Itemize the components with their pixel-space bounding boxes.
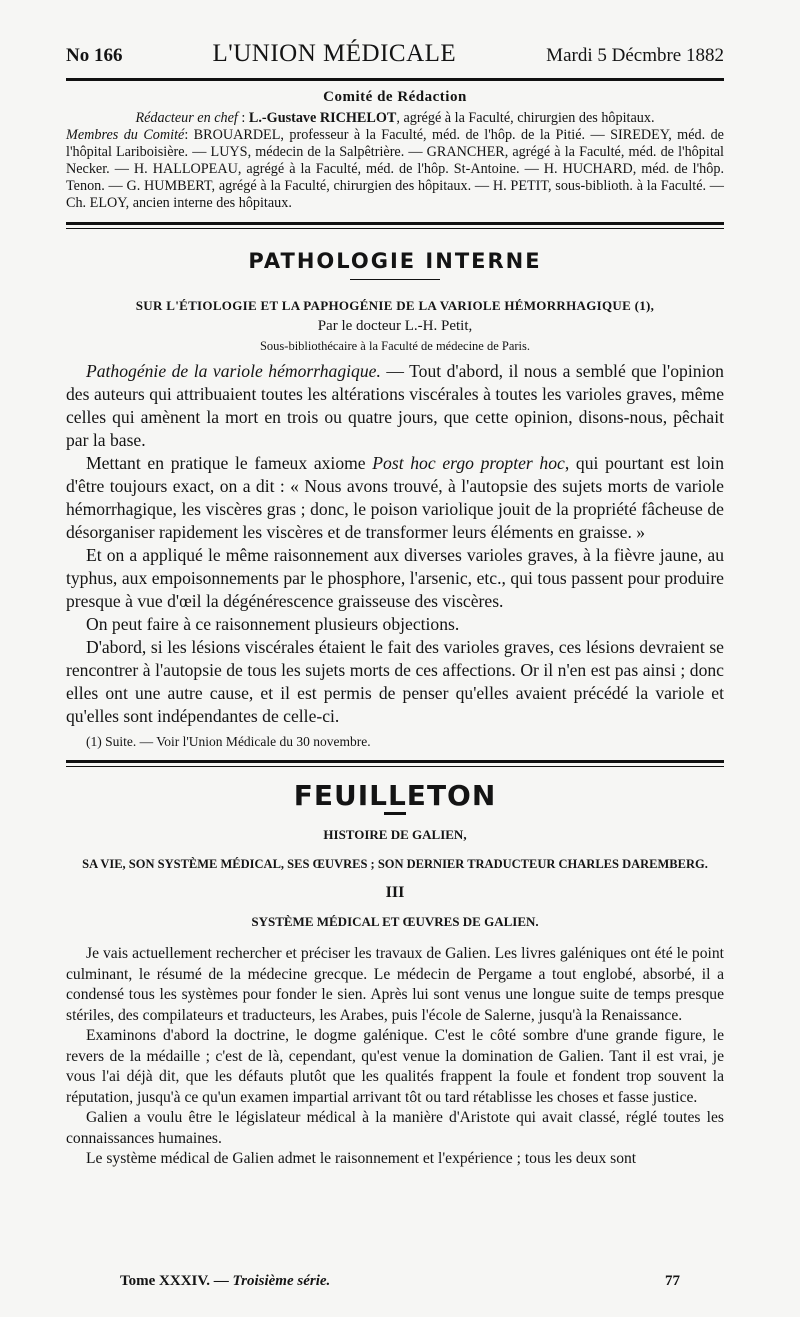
page-number: 77: [665, 1273, 680, 1289]
paragraph: [66, 452, 724, 544]
title-underline: [350, 279, 440, 280]
feuilleton-rule: [66, 760, 724, 767]
paragraph-text: Mettant en pratique le fameux axiome: [86, 453, 373, 473]
paragraph: D'abord, si les lésions viscérales étaient le fait des varioles graves, ces lésions devraient se rencontrer à l'autopsie de tous les sujets morts de ces affections. Or il n'en est pas ainsi ; donc elles ont une autre cause, et il est permis de penser qu'elles avaient précédé la variole et qu'elles sont indépendantes de celle-ci.: [66, 637, 724, 726]
article-body: [66, 360, 724, 728]
paragraph-lead: Pathogénie de la variole hémorrhagique.: [86, 361, 381, 381]
redacteur-name: L.-Gustave RICHELOT: [248, 110, 397, 126]
volume-info: [120, 1273, 330, 1290]
members-line: [66, 127, 724, 212]
comite-block: [66, 110, 724, 212]
section-rule: [66, 222, 724, 229]
tome: Tome XXXIV. —: [120, 1273, 229, 1289]
chapter-number: III: [385, 884, 405, 901]
masthead: [66, 40, 724, 74]
paragraph: [66, 360, 724, 452]
redacteur-line: Rédacteur en chef : L.-Gustave RICHELOT, agrégé à la Faculté, chirurgien des hôpitaux.: [135, 110, 655, 126]
redacteur-label: Rédacteur en chef: [135, 110, 238, 126]
paragraph: Examinons d'abord la doctrine, le dogme galénique. C'est le côté sombre d'une grande figure, le revers de la médaille ; c'est de là, cependant, qu'est venue la domination de Galien. Tant il est vrai, je vous l'ai déjà dit, que les défauts plutôt que les qualités frappent la foule et fondent trop souvent la réputation, jusqu'à ce qu'un examen impartial arrivant tôt ou tard rétablisse les choses et fasse justice.: [66, 1027, 724, 1106]
issue-date: Mardi 5 Décmbre 1882: [546, 45, 724, 66]
series: Troisième série.: [232, 1273, 331, 1289]
feuilleton-dash: [384, 812, 406, 815]
footnote: (1) Suite. — Voir l'Union Médicale du 30 novembre.: [86, 734, 371, 749]
latin-axiom: Post hoc ergo propter hoc: [372, 453, 565, 473]
feuilleton-subtitle-2: SA VIE, SON SYSTÈME MÉDICAL, SES ŒUVRES ; SON DERNIER TRADUCTEUR CHARLES DAREMBERG.: [82, 857, 708, 871]
paragraph: Et on a appliqué le même raisonnement aux diverses varioles graves, à la fièvre jaune, au typhus, aux empoisonnements par le phosphore, l'arsenic, etc., qui tous passent pour produire presque à vue d'œil la dégénérescence graisseuse des viscères.: [66, 545, 724, 611]
feuilleton-body: [66, 944, 724, 1170]
issue-number: No 166: [66, 45, 123, 66]
journal-title: L'UNION MÉDICALE: [212, 40, 457, 67]
paragraph-text: , qui pourtant est loin d'être toujours exact, on a dit : « Nous avons trouvé, à l'autopsie des sujets morts de variole hémorrhagique, les viscères gras ; donc, le poison variolique jouit de la propriété fâcheuse de désorganiser rapidement les viscères et de transformer leurs éléments en graisse. »: [66, 453, 724, 542]
paragraph: Je vais actuellement rechercher et préciser les travaux de Galien. Les livres galéniques ont été le point culminant, le résumé de la médecine grecque. Le médecin de Pergame a tout englobé, absorbé, il a condensé tous les systèmes pour fonder le sien. Après lui sont venus une longue suite de temps presque stériles, des compilateurs et traducteurs, les Arabes, puis l'école de Salerne, jusqu'à la Renaissance.: [66, 945, 724, 1024]
page-footer: [120, 1273, 680, 1290]
affiliation: Sous-bibliothécaire à la Faculté de médecine de Paris.: [259, 339, 531, 353]
members-text: : BROUARDEL, professeur à la Faculté, méd. de l'hôp. de la Pitié. — SIREDEY, méd. de l'hôpital Lariboisière. — LUYS, médecin de la Salpêtrière. — GRANCHER, agrégé à la Faculté, méd. de l'hôpital Necker. — H. HALLOPEAU, agrégé à la Faculté, méd. de l'hôp. St-Antoine. — H. HUCHARD, méd. de l'hôp. Tenon. — G. HUMBERT, agrégé à la Faculté, chirurgien des hôpitaux. — H. PETIT, sous-biblioth. à la Faculté. — Ch. ELOY, ancien interne des hôpitaux.: [66, 127, 724, 211]
byline: Par le docteur L.-H. Petit,: [317, 318, 473, 334]
comite-title: Comité de Rédaction: [323, 89, 467, 105]
feuilleton-subtitle: HISTOIRE DE GALIEN,: [323, 827, 467, 842]
paragraph: On peut faire à ce raisonnement plusieurs objections.: [86, 614, 460, 634]
members-label: Membres du Comité: [66, 127, 185, 143]
chapter-title: SYSTÈME MÉDICAL ET ŒUVRES DE GALIEN.: [251, 914, 539, 929]
feuilleton-title: FEUILLETON: [293, 779, 497, 812]
section-title: PATHOLOGIE INTERNE: [248, 249, 542, 273]
paragraph: Galien a voulu être le législateur médical à la manière d'Aristote qui avait classé, réglé toutes les connaissances humaines.: [66, 1109, 724, 1147]
paragraph: Le système médical de Galien admet le raisonnement et l'expérience ; tous les deux sont: [86, 1150, 637, 1167]
article-title: SUR L'ÉTIOLOGIE ET LA PAPHOGÉNIE DE LA VARIOLE HÉMORRHAGIQUE (1),: [135, 298, 655, 313]
redacteur-desc: , agrégé à la Faculté, chirurgien des hôpitaux.: [396, 110, 655, 126]
masthead-rule: [66, 78, 724, 81]
paragraph-text: — Tout d'abord, il nous a semblé que l'opinion des auteurs qui attribuaient toutes les altérations viscérales à toutes les varioles graves, même celles qui amènent la mort en trois ou quatre jours, que cette opinion, disons-nous, pêchait par la base.: [66, 361, 724, 450]
